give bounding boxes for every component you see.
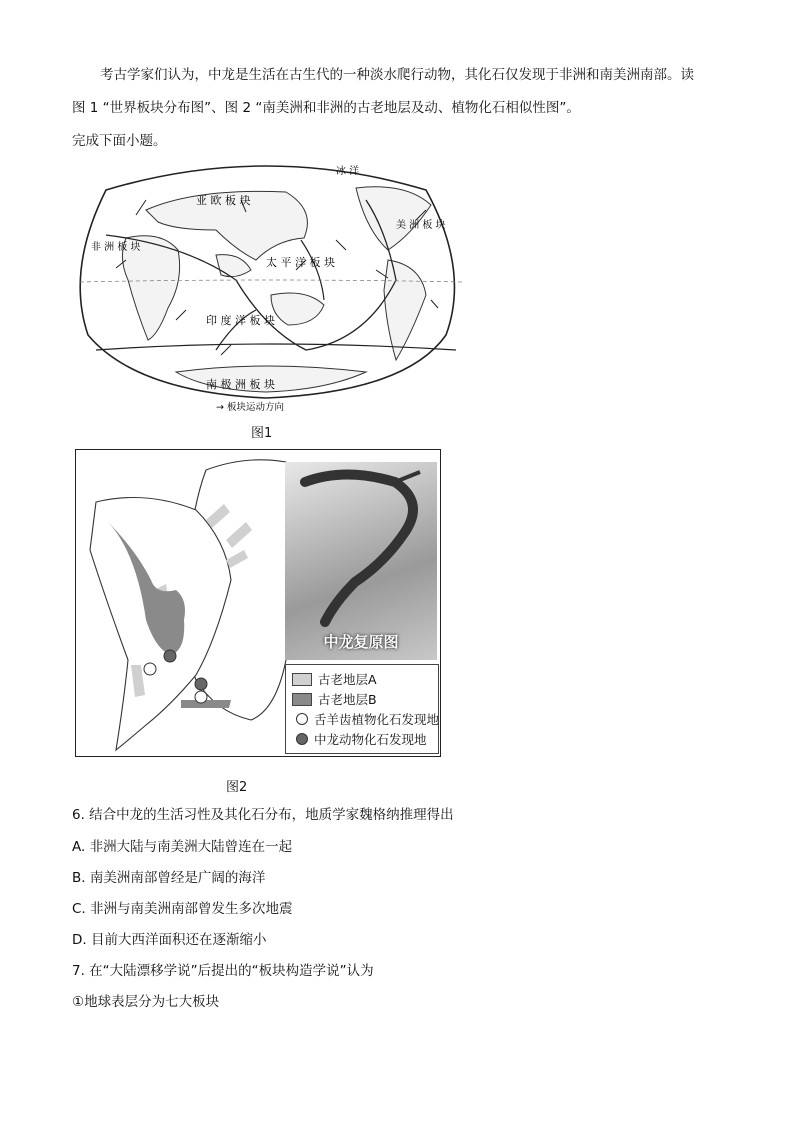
legend-dot-reptile-fossil [296,733,308,745]
q7-item-1: ①地球表层分为七大板块 [72,994,220,1010]
figure-1-world-plate-map [66,160,470,416]
intro-line-1: 考古学家们认为，中龙是生活在古生代的一种淡水爬行动物，其化石仅发现于非洲和南美洲南部。读 [100,67,694,83]
figure-2-caption: 图2 [226,780,248,795]
q6-option-b[interactable]: B. 南美洲南部曾经是广阔的海洋 [72,870,266,886]
label-american-plate: 美 洲 板 块 [396,220,446,231]
map-legend-arrow: → 板块运动方向 [216,402,284,413]
figure-2-fossil-map [75,449,441,757]
legend-swatch-stratum-a [292,673,312,686]
mesosaurus-photo [285,462,437,660]
legend-row-stratum-a [292,670,377,688]
q6-option-c[interactable]: C. 非洲与南美洲南部曾发生多次地震 [72,901,293,917]
legend-label-stratum-b: 古老地层B [318,692,377,707]
figure-2-legend [285,664,439,754]
legend-row-stratum-b [292,690,377,708]
intro-line-3: 完成下面小题。 [72,133,167,149]
q7-stem: 7. 在“大陆漂移学说”后提出的“板块构造学说”认为 [72,963,374,979]
legend-label-stratum-a: 古老地层A [318,672,377,687]
world-plate-map-svg [66,160,470,416]
reptile-fossil-site-1 [164,650,176,662]
legend-dot-plant-fossil [296,713,308,725]
legend-row-plant-fossil [296,710,439,728]
label-eurasian-plate: 亚 欧 板 块 [196,194,251,207]
legend-row-reptile-fossil [296,730,427,748]
reptile-fossil-site-2 [195,678,207,690]
stratum-b-patch-2 [181,700,231,708]
label-arctic-ocean: 冰 洋 [336,166,360,177]
q6-option-d[interactable]: D. 目前大西洋面积还在逐渐缩小 [72,932,267,948]
intro-line-2: 图 1 “世界板块分布图”、图 2 “南美洲和非洲的古老地层及动、植物化石相似性图”。 [72,100,580,116]
plant-fossil-site-1 [144,663,156,675]
legend-swatch-stratum-b [292,693,312,706]
legend-label-reptile-fossil: 中龙动物化石发现地 [314,732,427,747]
plant-fossil-site-2 [195,691,207,703]
photo-title: 中龙复原图 [323,633,399,651]
label-antarctic-plate: 南 极 洲 板 块 [206,378,275,391]
label-african-plate: 非 洲 板 块 [91,242,141,253]
q6-option-a[interactable]: A. 非洲大陆与南美洲大陆曾连在一起 [72,839,293,855]
legend-label-plant-fossil: 舌羊齿植物化石发现地 [314,712,440,727]
label-indian-plate: 印 度 洋 板 块 [206,314,275,327]
q6-stem: 6. 结合中龙的生活习性及其化石分布，地质学家魏格纳推理得出 [72,807,454,823]
figure-1-caption: 图1 [251,426,273,441]
label-pacific-plate: 太 平 洋 板 块 [266,256,335,269]
